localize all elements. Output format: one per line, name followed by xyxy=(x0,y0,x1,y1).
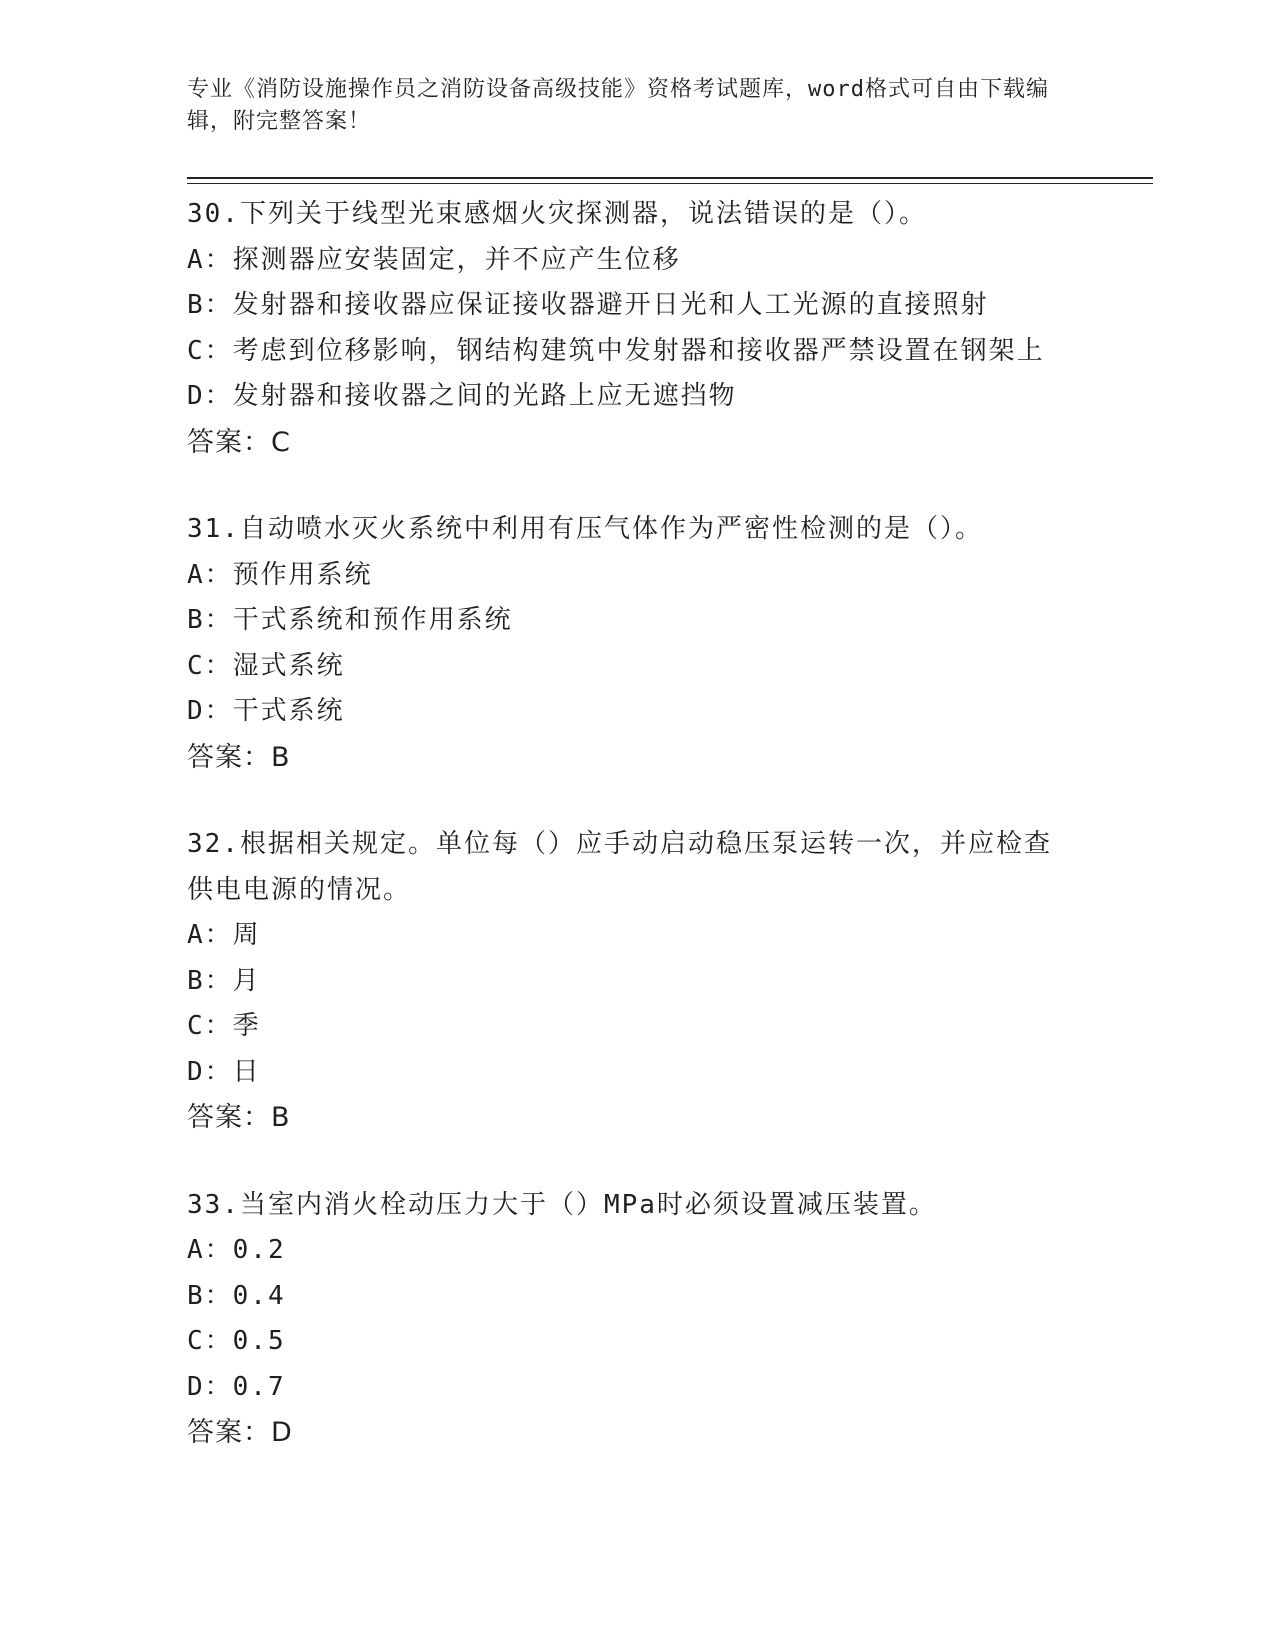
option-key: C： xyxy=(187,335,233,366)
answer-value: B xyxy=(271,741,291,773)
option-key: C： xyxy=(187,1326,233,1356)
option-text: 0.4 xyxy=(232,1280,286,1311)
question-stem xyxy=(187,507,1067,553)
option-d xyxy=(187,689,1087,735)
option-text: 月 xyxy=(232,965,261,996)
option-key: B： xyxy=(187,1280,233,1311)
question-text: 下列关于线型光束感烟火灾探测器，说法错误的是（）。 xyxy=(239,199,927,229)
option-a xyxy=(187,1228,1087,1274)
header-divider-thin xyxy=(187,183,1153,184)
option-text: 0.5 xyxy=(232,1326,286,1356)
option-d xyxy=(187,1050,1087,1096)
question-number: 31. xyxy=(187,514,240,544)
option-key: C： xyxy=(187,1011,233,1041)
answer-value: B xyxy=(271,1102,291,1133)
option-key: A： xyxy=(187,559,233,590)
question-stem xyxy=(187,822,1067,913)
question-stem xyxy=(187,192,1067,238)
option-key: D： xyxy=(187,696,233,726)
option-text: 预作用系统 xyxy=(232,559,373,590)
header-text: 专业《消防设施操作员之消防设备高级技能》资格考试题库，word格式可自由下载编辑，附完整答案！ xyxy=(187,77,1049,134)
question-text: 根据相关规定。单位每（）应手动启动稳压泵运转一次，并应检查供电电源的情况。 xyxy=(187,829,1052,905)
option-a xyxy=(187,553,1087,599)
option-a xyxy=(187,913,1087,959)
question-stem xyxy=(187,1183,1067,1229)
question-32 xyxy=(187,822,1087,1141)
question-text: 当室内消火栓动压力大于（）MPa时必须设置减压装置。 xyxy=(239,1189,937,1220)
option-text: 考虑到位移影响，钢结构建筑中发射器和接收器严禁设置在钢架上 xyxy=(232,335,1045,366)
question-33 xyxy=(187,1183,1087,1456)
question-30 xyxy=(187,192,1087,465)
question-list xyxy=(187,192,1087,1498)
answer-label: 答案： xyxy=(187,1417,271,1448)
document-header xyxy=(187,74,1067,138)
option-a xyxy=(187,238,1087,284)
option-c xyxy=(187,329,1087,375)
option-d xyxy=(187,1365,1087,1411)
option-text: 周 xyxy=(232,920,261,950)
option-text: 日 xyxy=(232,1056,261,1087)
answer-line xyxy=(187,735,1087,781)
answer-line xyxy=(187,1410,1087,1456)
option-key: A： xyxy=(187,920,233,950)
option-text: 湿式系统 xyxy=(232,650,345,681)
question-number: 32. xyxy=(187,829,240,859)
question-text: 自动喷水灭火系统中利用有压气体作为严密性检测的是（）。 xyxy=(239,514,983,544)
option-text: 干式系统和预作用系统 xyxy=(232,605,513,635)
option-key: B： xyxy=(187,965,233,996)
option-text: 干式系统 xyxy=(232,696,345,726)
option-key: D： xyxy=(187,1371,233,1402)
question-number: 33. xyxy=(187,1189,240,1220)
option-text: 发射器和接收器之间的光路上应无遮挡物 xyxy=(232,381,737,411)
option-b xyxy=(187,283,1087,329)
answer-label: 答案： xyxy=(187,741,271,773)
answer-value: C xyxy=(271,426,291,458)
option-key: B： xyxy=(187,290,233,320)
question-number: 30. xyxy=(187,199,240,229)
option-text: 0.2 xyxy=(232,1235,286,1265)
option-key: A： xyxy=(187,244,233,275)
option-b xyxy=(187,598,1087,644)
answer-label: 答案： xyxy=(187,426,271,458)
question-31 xyxy=(187,507,1087,780)
option-text: 探测器应安装固定，并不应产生位移 xyxy=(232,244,681,275)
answer-line xyxy=(187,1095,1087,1141)
header-divider-thick xyxy=(187,177,1153,179)
option-key: B： xyxy=(187,605,233,635)
option-text: 0.7 xyxy=(232,1371,286,1402)
answer-label: 答案： xyxy=(187,1102,271,1133)
option-b xyxy=(187,959,1087,1005)
option-d xyxy=(187,374,1087,420)
option-c xyxy=(187,644,1087,690)
option-text: 季 xyxy=(232,1011,261,1041)
option-b xyxy=(187,1274,1087,1320)
option-c xyxy=(187,1319,1087,1365)
option-key: D： xyxy=(187,381,233,411)
answer-value: D xyxy=(271,1417,293,1448)
option-key: A： xyxy=(187,1235,233,1265)
option-key: D： xyxy=(187,1056,233,1087)
answer-line xyxy=(187,420,1087,466)
option-c xyxy=(187,1004,1087,1050)
option-text: 发射器和接收器应保证接收器避开日光和人工光源的直接照射 xyxy=(232,290,989,320)
option-key: C： xyxy=(187,650,233,681)
